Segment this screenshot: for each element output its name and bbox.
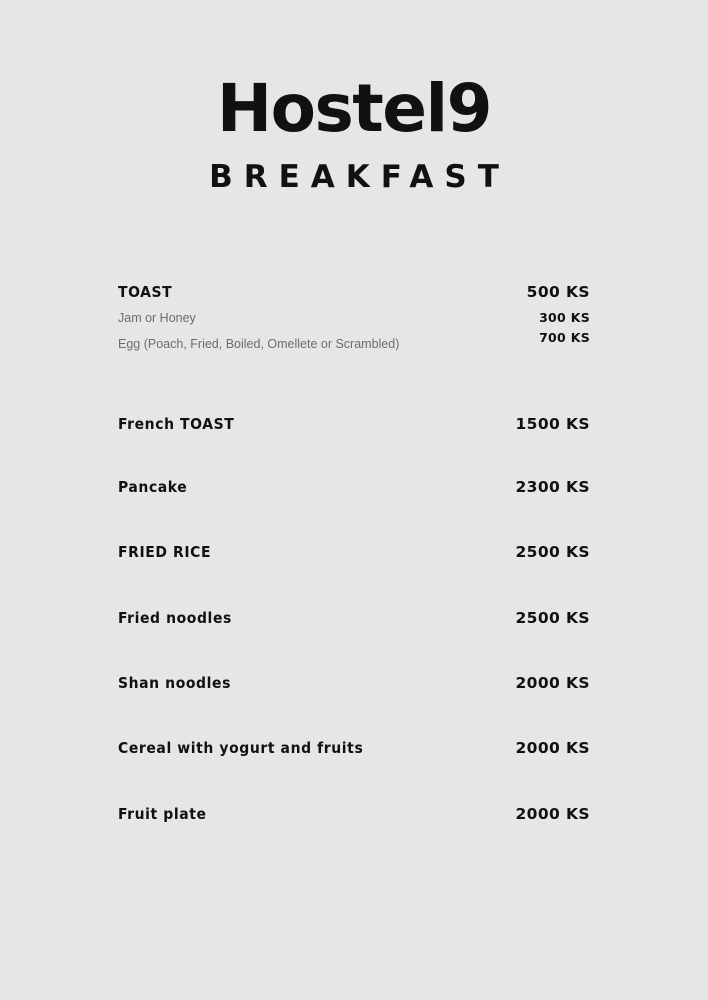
item-details [118,478,499,497]
page-subtitle: BREAKFAST [209,158,510,195]
list-item [118,609,590,628]
item-details [118,415,499,434]
item-name: Shan noodles [118,674,231,693]
item-price: 2000 KS [515,739,590,758]
item-prices [499,415,590,434]
item-name: TOAST [118,282,173,301]
list-item [118,283,590,355]
list-item [118,543,590,562]
item-prices [499,739,590,758]
header [0,0,708,195]
list-item [118,739,590,758]
item-option-price: 300 KS [539,310,590,326]
item-prices [499,805,590,824]
brand-title: Hostel9 [216,70,492,147]
item-name: Fried noodles [118,608,232,627]
list-item [118,415,590,434]
item-name: Pancake [118,477,188,496]
list-item [118,674,590,693]
item-details [118,739,499,758]
item-name: French TOAST [118,414,235,433]
item-option-label: Egg (Poach, Fried, Boiled, Omellete or Scrambled) [118,337,400,352]
item-details [118,674,499,693]
item-prices [511,283,590,349]
item-price: 500 KS [526,282,590,301]
item-details [118,609,499,628]
item-prices [499,478,590,497]
item-price: 2500 KS [515,608,590,627]
item-name: Fruit plate [118,804,207,823]
item-details [118,805,499,824]
item-prices [499,674,590,693]
list-item [118,478,590,497]
item-option-label: Jam or Honey [118,311,196,326]
item-name: FRIED RICE [118,543,212,562]
item-option-price: 700 KS [539,330,590,346]
item-details [118,543,499,562]
menu-list [0,283,708,825]
item-price: 1500 KS [515,414,590,433]
item-price: 2000 KS [515,804,590,823]
item-details [118,283,511,355]
item-name: Cereal with yogurt and fruits [118,739,364,758]
item-price: 2000 KS [515,674,590,693]
item-prices [499,609,590,628]
item-price: 2300 KS [515,477,590,496]
item-price: 2500 KS [515,543,590,562]
item-prices [499,543,590,562]
list-item [118,805,590,824]
